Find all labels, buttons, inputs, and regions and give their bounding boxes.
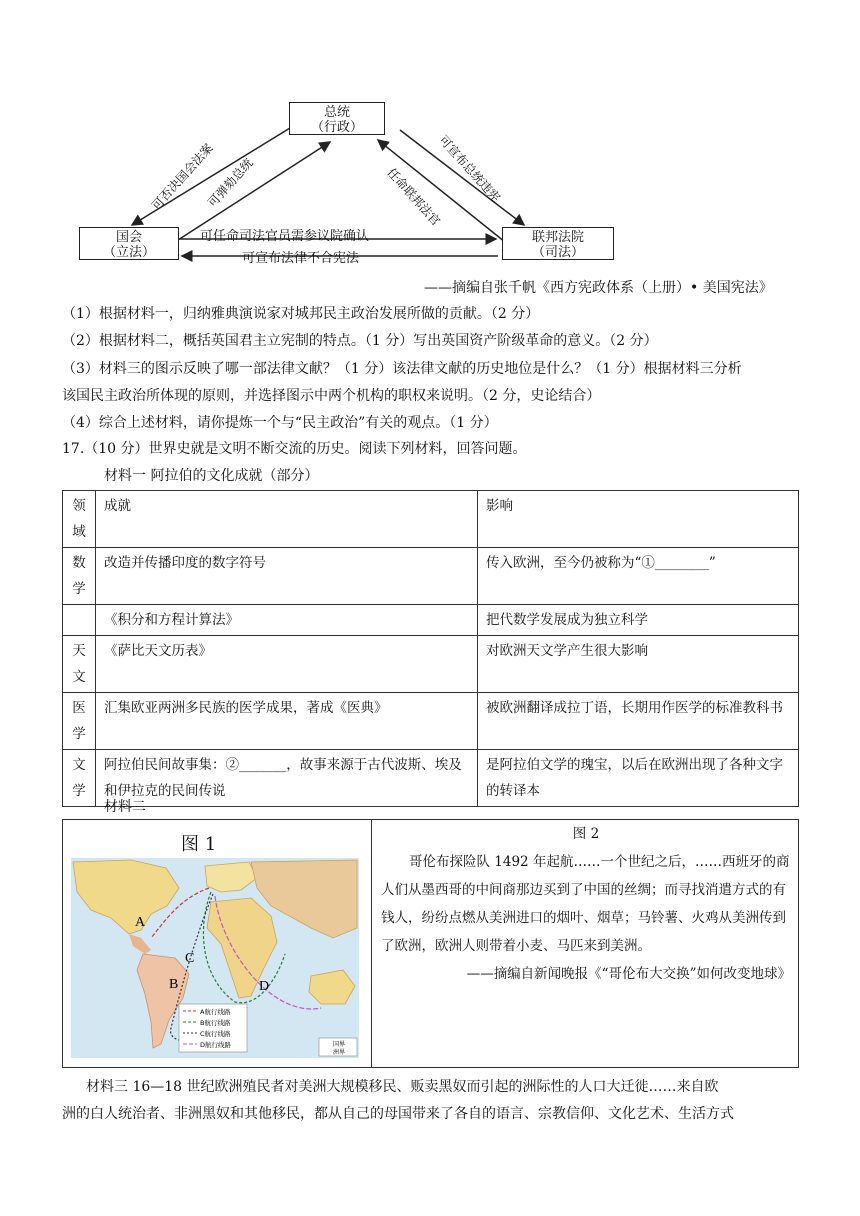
congress-box — [79, 227, 179, 260]
table-cell: 是阿拉伯文学的瑰宝，以后在欧洲出现了各种文字的转译本 — [478, 750, 799, 807]
question-17: 17.（10 分）世界史就是文明不断交流的历史。阅读下列材料，回答问题。 — [62, 441, 527, 457]
world-map — [71, 858, 359, 1058]
court-box — [502, 227, 614, 260]
question-3: （3）材料三的图示反映了哪一部法律文献？（1 分）该法律文献的历史地位是什么？（1 分）根据材料三分析 — [62, 361, 742, 377]
legend-border: 国界 — [333, 1041, 346, 1048]
congress-sub: （立法） — [102, 245, 155, 260]
question-2: （2）根据材料二，概括英国君主立宪制的特点。（1 分）写出英国资产阶级革命的意义。（2 分） — [62, 333, 658, 349]
label-veto: 可否决国会法案 — [149, 140, 216, 213]
header-field: 领域 — [63, 491, 96, 548]
material1-title: 材料一 阿拉伯的文化成就（部分） — [104, 468, 319, 484]
table-cell: 阿拉伯民间故事集：②_______，故事来源于古代波斯、埃及和伊拉克的民间传说 — [96, 750, 478, 807]
legend-b: B航行线路 — [200, 1019, 231, 1027]
table-cell: 天文 — [63, 636, 96, 693]
table-row — [63, 750, 799, 807]
question-1: （1）根据材料一，归纳雅典演说家对城邦民主政治发展所做的贡献。（2 分） — [62, 306, 540, 322]
header-achievement: 成就 — [96, 491, 478, 548]
table-cell: 《积分和方程计算法》 — [96, 605, 478, 636]
map-letter-a: A — [135, 915, 146, 930]
map-letter-b: B — [169, 977, 179, 992]
legend-c: C航行线路 — [200, 1030, 231, 1038]
label-law-unconst: 可宣布法律不合宪法 — [242, 251, 360, 266]
president-box — [289, 102, 385, 135]
material2-title: 材料二 — [104, 799, 146, 815]
fig2-title: 图 2 — [572, 826, 600, 842]
label-impeach: 可弹劾总统 — [205, 155, 256, 210]
president-label: 总统 — [323, 105, 350, 120]
material2-box — [62, 819, 799, 1068]
material3-line2: 洲的白人统治者、非洲黑奴和其他移民，都从自己的母国带来了各自的语言、宗教信仰、文化艺术、生活方式 — [62, 1106, 734, 1122]
fig2-text: 哥伦布探险队 1492 年起航……一个世纪之后，……西班牙的商人们从墨西哥的中间商那边买到了中国的丝绸；而寻找消遣方式的有钱人，纷纷点燃从美洲进口的烟叶、烟草；马铃薯、火鸡从美洲传到了欧洲，欧洲人则带着小麦、马匹来到美洲。 — [381, 854, 790, 954]
table-cell: 《萨比天文历表》 — [96, 636, 478, 693]
court-label: 联邦法院 — [531, 230, 584, 245]
fig2-panel — [381, 820, 791, 988]
map-letter-d: D — [259, 979, 270, 994]
table-row — [63, 605, 799, 636]
arab-achievements-table — [62, 490, 799, 807]
table-cell: 数学 — [63, 548, 96, 605]
source-citation: ——摘编自张千帆《西方宪政体系（上册）• 美国宪法》 — [424, 280, 773, 296]
legend-a: A航行线路 — [200, 1008, 231, 1016]
table-header-row — [63, 491, 799, 548]
table-cell: 改造并传播印度的数字符号 — [96, 548, 478, 605]
table-cell: 对欧洲天文学产生很大影响 — [478, 636, 799, 693]
table-row — [63, 636, 799, 693]
label-appoint-judges: 任命联邦法官 — [384, 165, 443, 229]
table-row — [63, 548, 799, 605]
table-cell: 传入欧洲，至今仍被称为“①________” — [478, 548, 799, 605]
legend-continent: 洲界 — [333, 1049, 346, 1056]
header-impact: 影响 — [478, 491, 799, 548]
congress-label: 国会 — [115, 230, 142, 245]
table-cell: 被欧洲翻译成拉丁语，长期用作医学的标准教科书 — [478, 693, 799, 750]
fig2-source: ——摘编自新闻晚报《“哥伦布大交换”如何改变地球》 — [466, 966, 791, 982]
table-cell: 医学 — [63, 693, 96, 750]
question-3-cont: 该国民主政治所体现的原则，并选择图示中两个机构的职权来说明。（2 分，史论结合） — [62, 388, 601, 404]
question-4: （4）综合上述材料，请你提炼一个与“民主政治”有关的观点。（1 分） — [62, 415, 498, 431]
president-sub: （行政） — [310, 120, 363, 135]
table-cell — [63, 605, 96, 636]
table-cell: 把代数学发展成为独立科学 — [478, 605, 799, 636]
table-cell: 文学 — [63, 750, 96, 807]
divider — [371, 820, 372, 1067]
table-row — [63, 693, 799, 750]
court-sub: （司法） — [531, 245, 584, 260]
material3-line1: 材料三 16—18 世纪欧洲殖民者对美洲大规模移民、贩卖黑奴而引起的洲际性的人口大迁徙……来自欧 — [86, 1079, 719, 1095]
table-cell: 汇集欧亚两洲多民族的医学成果，著成《医典》 — [96, 693, 478, 750]
fig1-title: 图 1 — [181, 834, 217, 855]
label-confirm: 可任命司法官员需参议院确认 — [200, 229, 370, 244]
map-letter-c: C — [185, 951, 195, 966]
legend-d: D航行线路 — [200, 1041, 232, 1049]
label-declare-unconst: 可宣布总统违宪 — [436, 132, 503, 205]
